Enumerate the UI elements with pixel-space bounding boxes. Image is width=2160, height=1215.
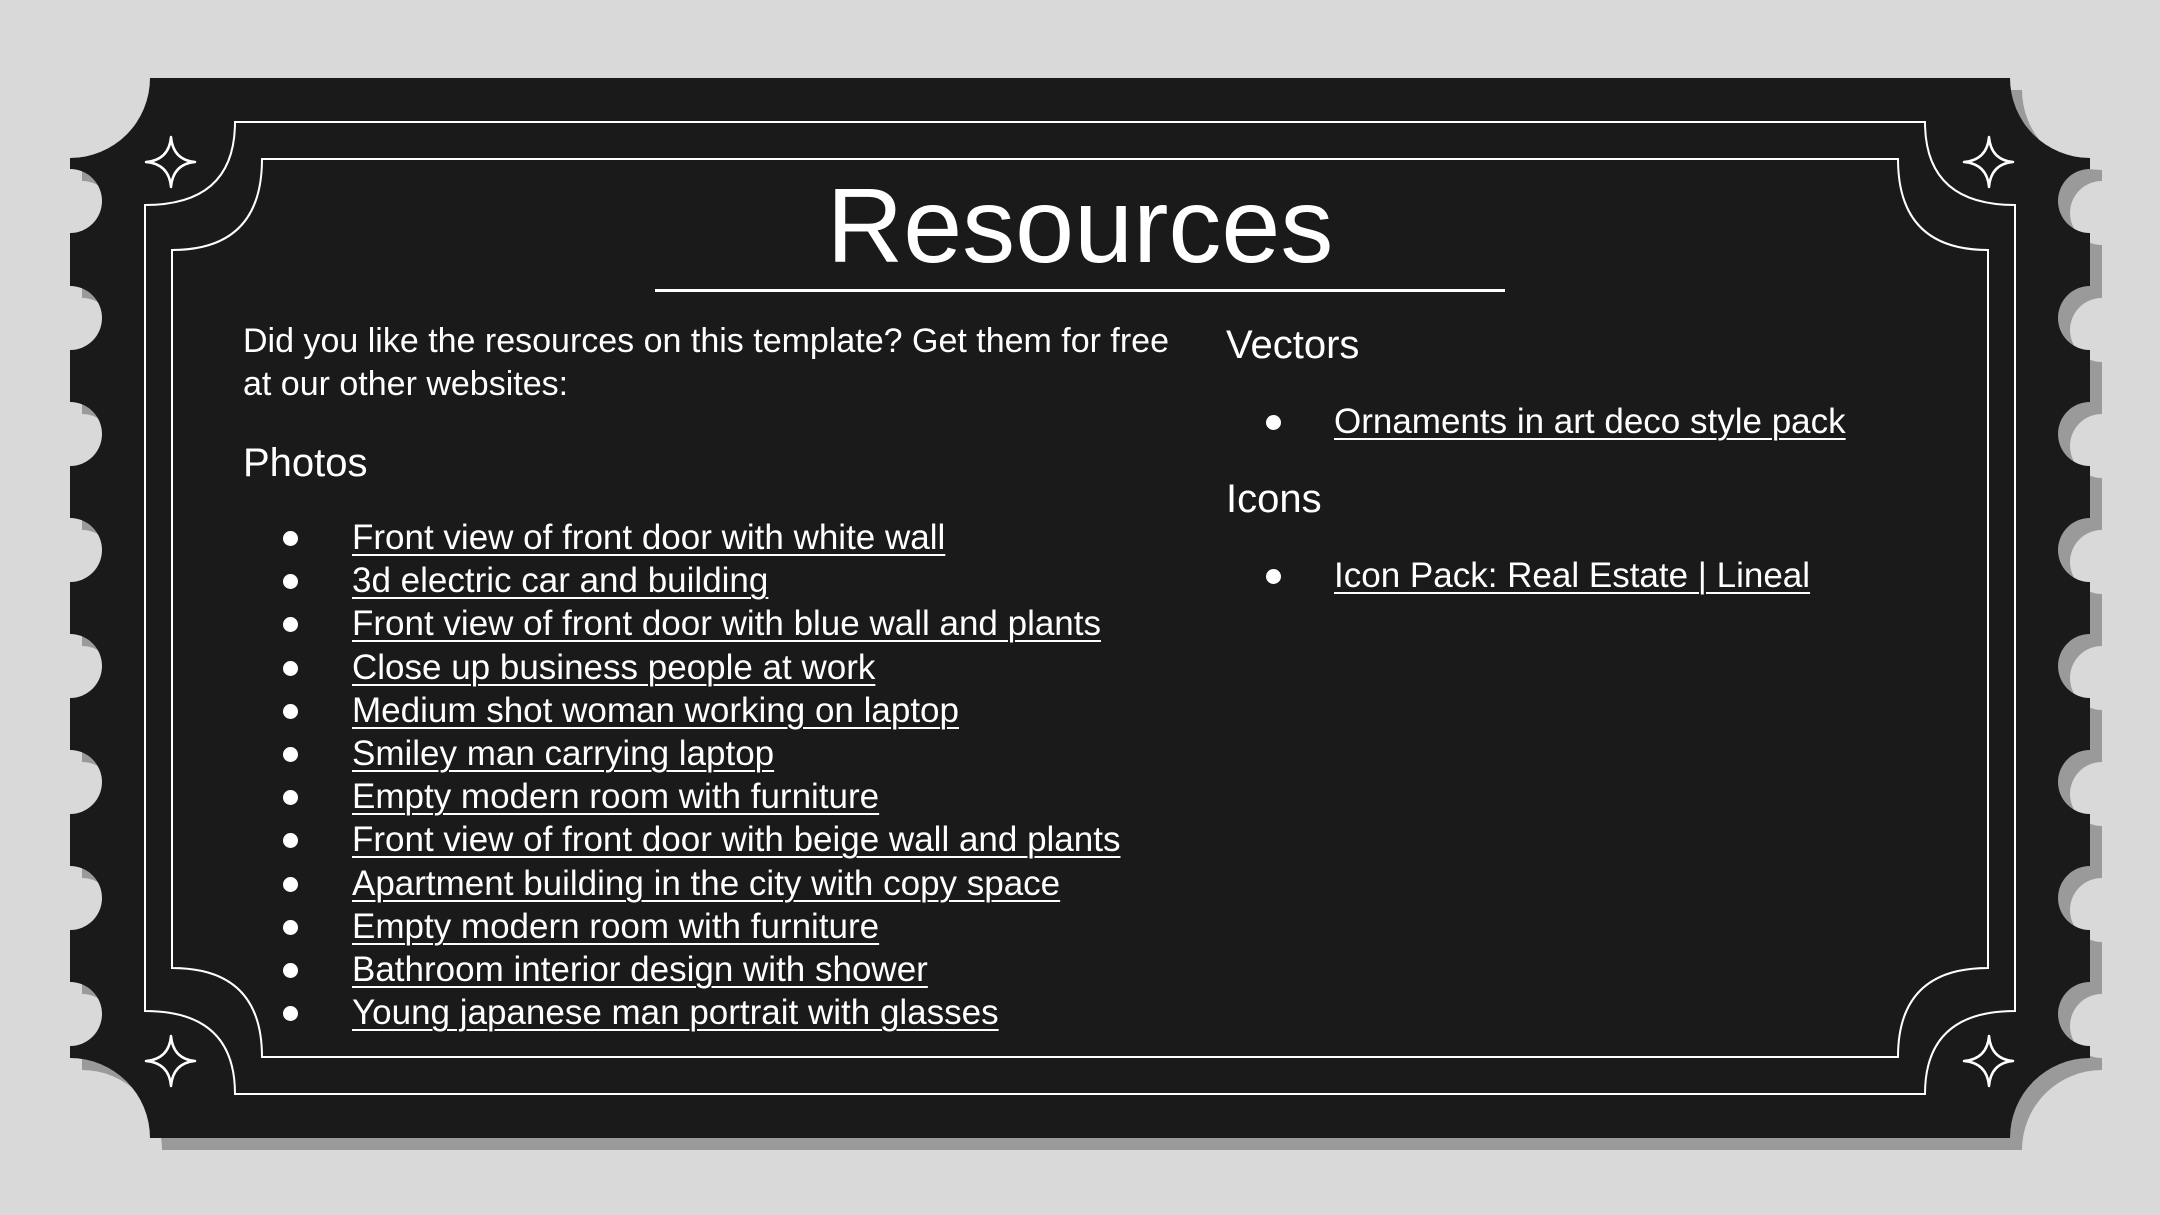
list-item — [243, 991, 1120, 1034]
photo-link[interactable]: Bathroom interior design with shower — [352, 950, 928, 990]
icons-list — [1226, 554, 1810, 597]
bullet — [1266, 569, 1281, 584]
list-item — [243, 948, 1120, 991]
photo-link[interactable]: Front view of front door with white wall — [352, 518, 946, 557]
photo-link[interactable]: Apartment building in the city with copy space — [352, 863, 1061, 903]
list-item — [243, 602, 1120, 645]
list-item — [243, 516, 1120, 559]
list-item — [243, 862, 1120, 905]
photo-link[interactable]: Empty modern room with furniture — [352, 777, 880, 817]
photos-heading: Photos — [243, 441, 368, 485]
list-item — [243, 732, 1120, 775]
list-item — [243, 689, 1120, 732]
vector-link[interactable]: Ornaments in art deco style pack — [1334, 402, 1846, 441]
list-item — [243, 775, 1120, 818]
photo-link[interactable]: Front view of front door with beige wall and plants — [352, 820, 1121, 860]
photo-link[interactable]: 3d electric car and building — [352, 561, 769, 601]
bullet — [283, 661, 298, 676]
bullet — [283, 920, 298, 935]
bullet — [283, 877, 298, 892]
vectors-list — [1226, 400, 1846, 443]
vectors-heading: Vectors — [1226, 323, 1360, 367]
bullet — [283, 790, 298, 805]
photo-link[interactable]: Young japanese man portrait with glasses — [352, 993, 999, 1033]
list-item — [243, 559, 1120, 602]
bullet — [283, 531, 298, 546]
icon-pack-link[interactable]: Icon Pack: Real Estate | Lineal — [1334, 556, 1811, 595]
slide-title: Resources — [826, 167, 1334, 285]
bullet — [283, 617, 298, 632]
list-item — [243, 818, 1120, 861]
title-underline — [655, 289, 1505, 292]
bullet — [283, 574, 298, 589]
bullet — [283, 704, 298, 719]
photo-link[interactable]: Empty modern room with furniture — [352, 906, 880, 946]
bullet — [283, 747, 298, 762]
bullet — [283, 833, 298, 848]
photo-link[interactable]: Front view of front door with blue wall and plants — [352, 604, 1101, 644]
intro-text: Did you like the resources on this template? Get them for free at our other websites: — [243, 322, 1170, 403]
list-item — [243, 646, 1120, 689]
photo-link[interactable]: Close up business people at work — [352, 647, 876, 687]
bullet — [283, 963, 298, 978]
list-item — [1226, 400, 1846, 443]
bullet — [1266, 415, 1281, 430]
photo-link[interactable]: Medium shot woman working on laptop — [352, 690, 959, 730]
bullet — [283, 1006, 298, 1021]
photos-list — [243, 516, 1120, 1034]
photo-link[interactable]: Smiley man carrying laptop — [352, 734, 775, 774]
list-item — [1226, 554, 1810, 597]
list-item — [243, 905, 1120, 948]
icons-heading: Icons — [1226, 477, 1322, 521]
